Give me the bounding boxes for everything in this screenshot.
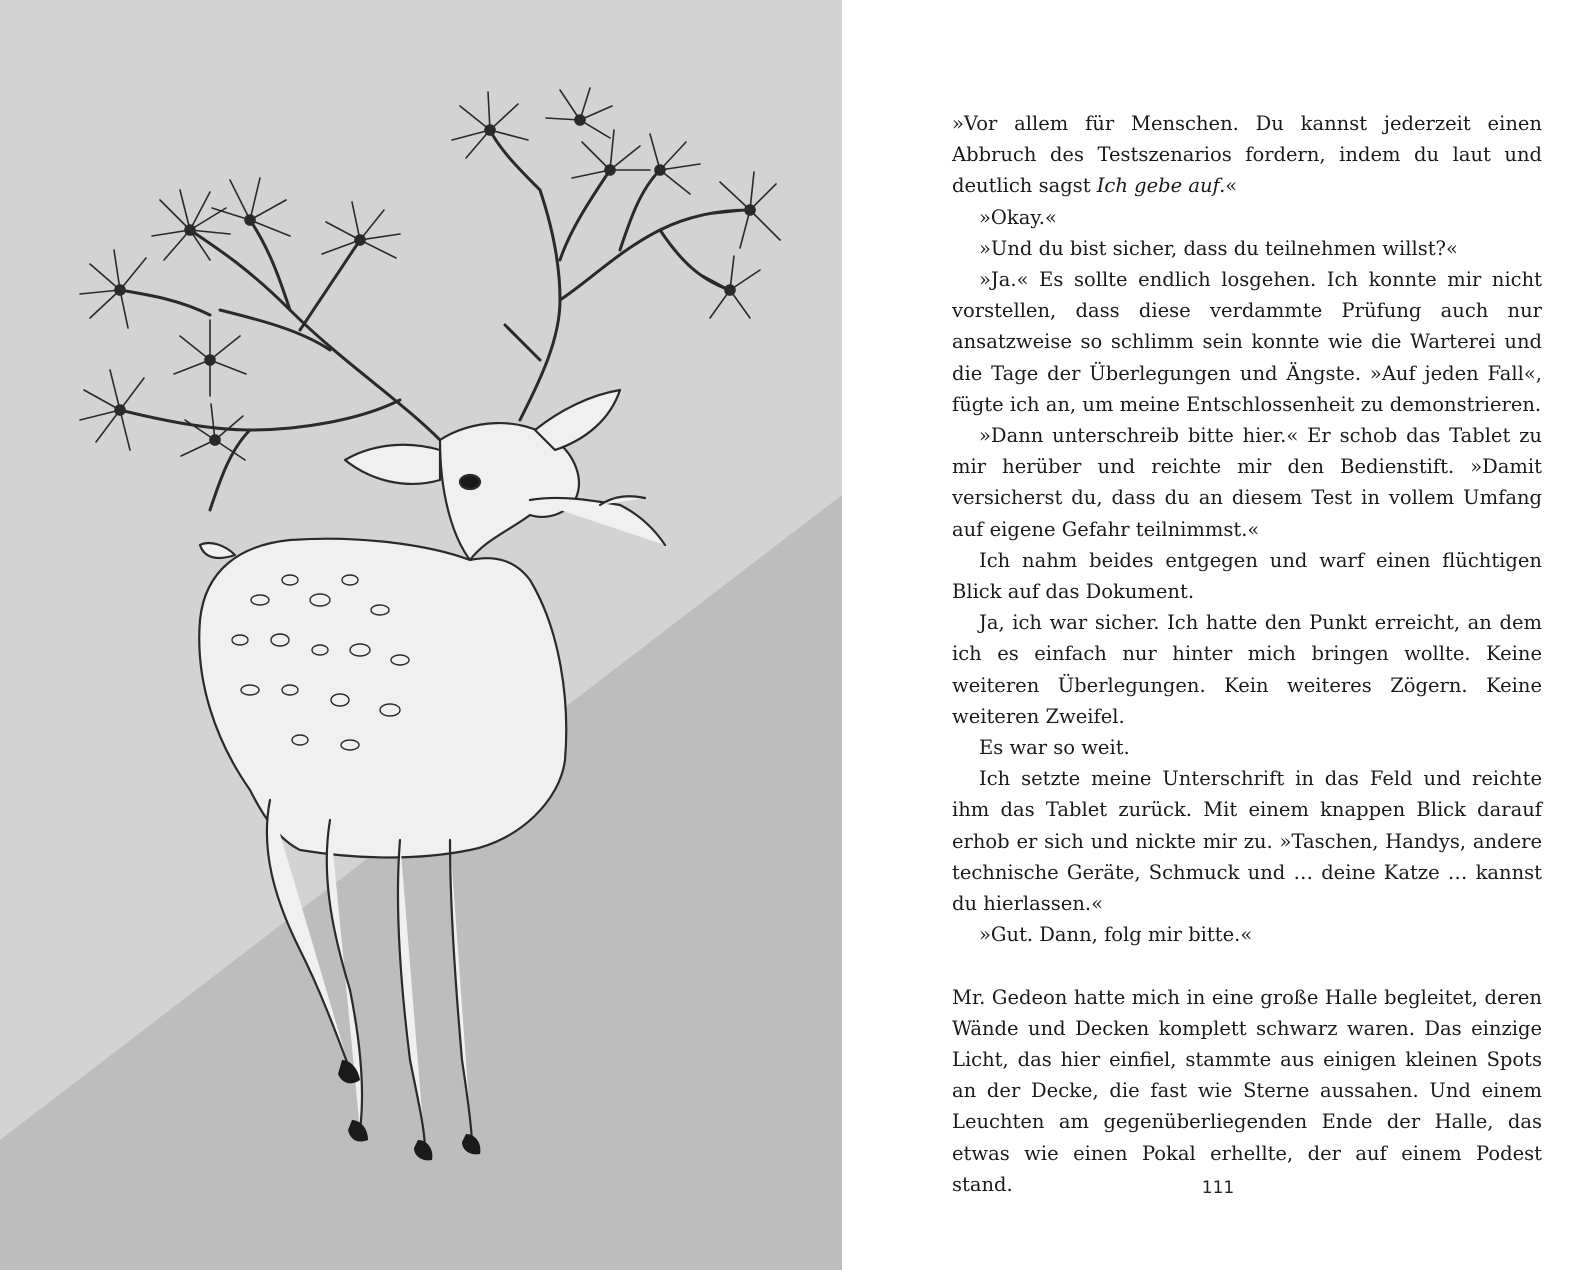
paragraph: Ich setzte meine Unterschrift in das Feld und reichte ihm das Tablet zurück. Mit einem knappen Blick darauf erhob er sich und nickte mir zu. »Taschen, Handys, andere technische Geräte, Schmuck und … deine Katze … kannst du hierlassen.«	[952, 767, 1542, 916]
paragraph: »Ja.« Es sollte endlich losgehen. Ich konnte mir nicht vorstellen, dass diese verdammte Prüfung auch nur ansatzweise so schlimm sein konnte wie die Warterei und die Tage der Überlegungen und Ängste. »Auf jeden Fall«, fügte ich an, um meine Entschlossenheit zu demonstrieren.	[952, 268, 1542, 416]
paragraph: Ich nahm beides entgegen und warf einen flüchtigen Blick auf das Dokument.	[952, 548, 1542, 604]
paragraph: »Vor allem für Menschen. Du kannst jederzeit einen Abbruch des Testszenarios fordern, indem du laut und deutlich sagst Ich gebe auf.«	[952, 112, 1542, 198]
paragraph: Mr. Gedeon hatte mich in eine große Halle begleitet, deren Wände und Decken komplett schwarz waren. Das einzige Licht, das hier einfiel, stammte aus einigen kleinen Spots an der Decke, die fast wie Sterne aussahen. Und einem Leuchten am gegenüberliegenden Ende der Halle, das etwas wie einen Pokal erhellte, der auf einem Podest stand.	[952, 985, 1542, 1196]
paragraph: »Dann unterschreib bitte hier.« Er schob das Tablet zu mir herüber und reichte mir den Bedienstift. »Damit versicherst du, dass du an diesem Test in vollem Umfang auf eigene Gefahr teilnimmst.«	[952, 424, 1542, 541]
text-column	[952, 108, 1542, 1200]
paragraph: Ja, ich war sicher. Ich hatte den Punkt erreicht, an dem ich es einfach nur hinter mich bringen wollte. Keine weiteren Überlegungen. Kein weiteres Zögern. Keine weiteren Zweifel.	[952, 611, 1542, 728]
paragraph: »Okay.«	[979, 205, 1057, 229]
page-number: 111	[1201, 1178, 1235, 1198]
paragraph: Es war so weit.	[979, 736, 1130, 760]
text-page	[842, 0, 1594, 1270]
paragraph: »Und du bist sicher, dass du teilnehmen willst?«	[979, 236, 1458, 260]
paragraph: »Gut. Dann, folg mir bitte.«	[979, 923, 1253, 947]
emphasis-text: Ich gebe auf.	[1096, 174, 1226, 198]
